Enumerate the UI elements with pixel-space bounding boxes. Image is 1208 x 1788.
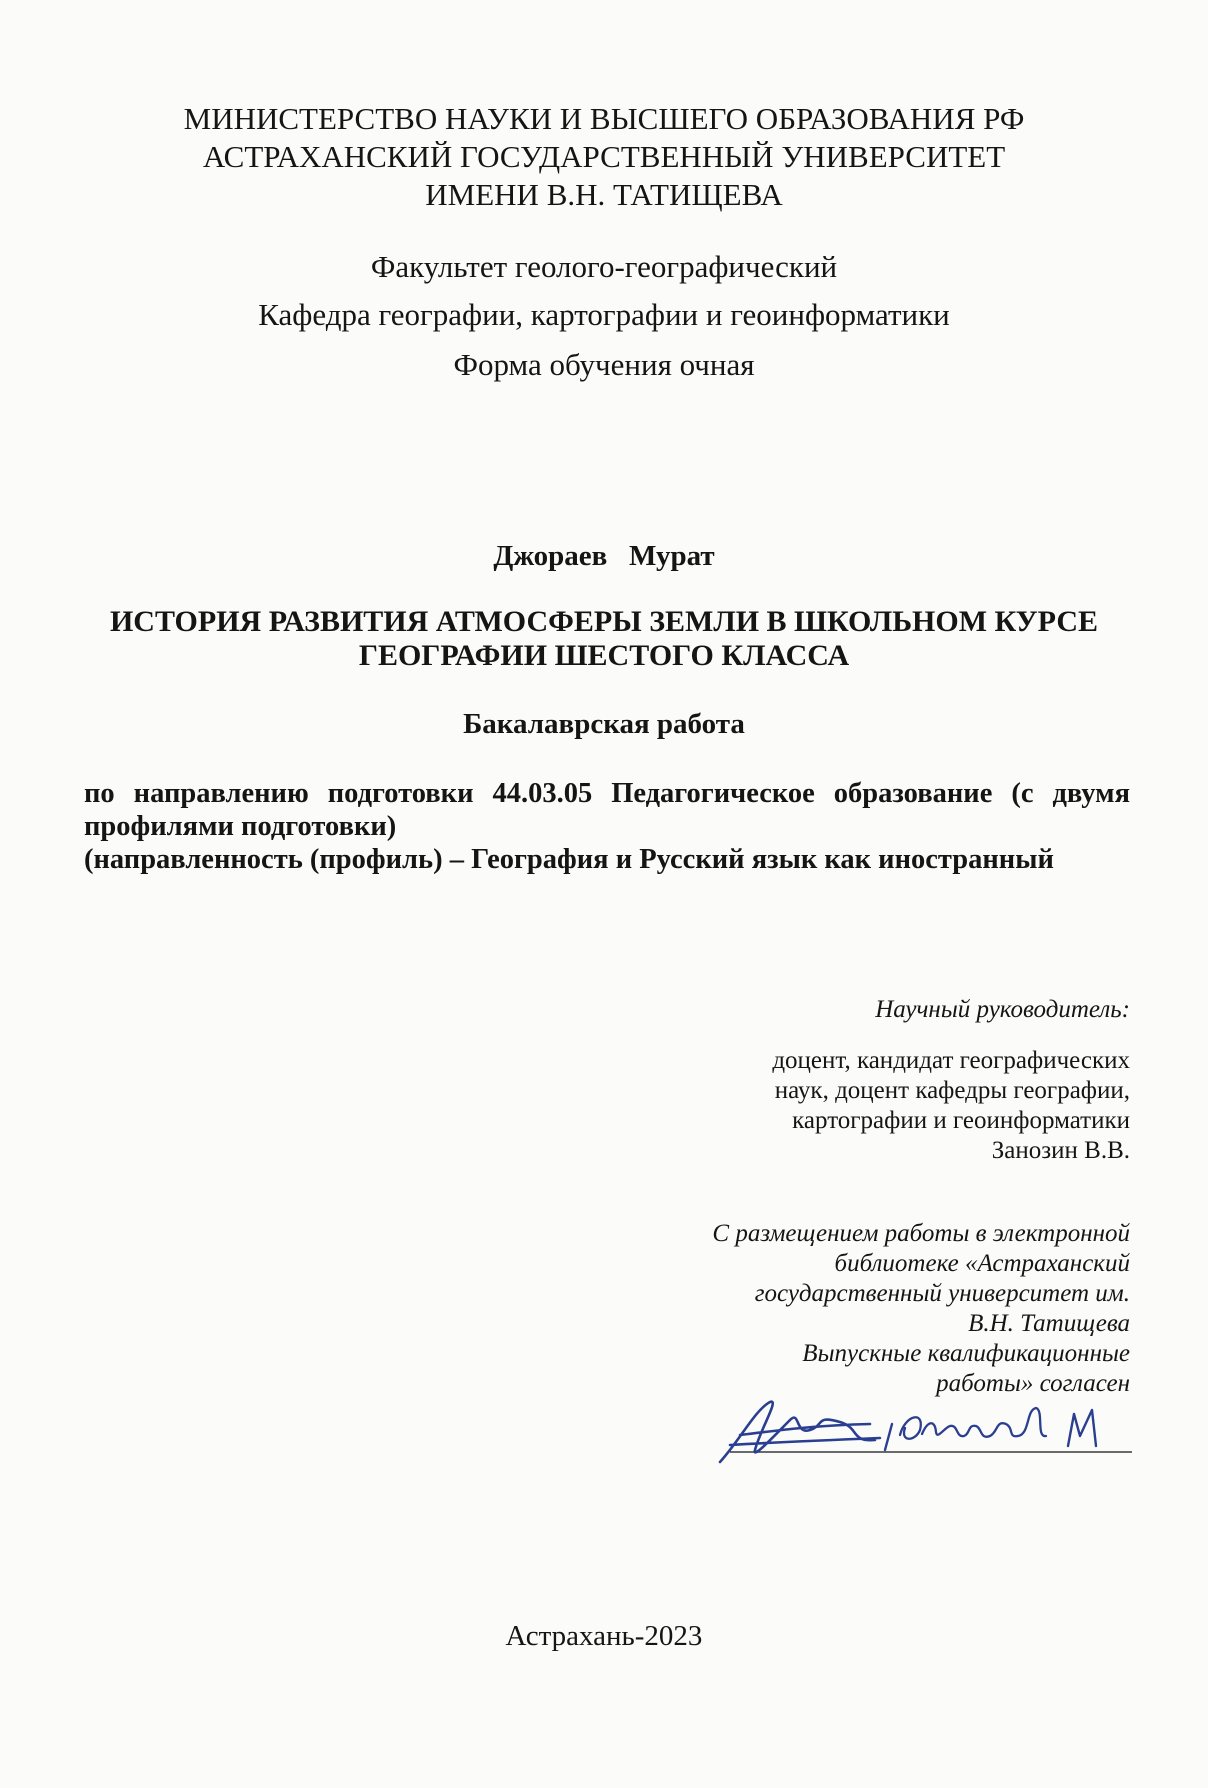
department: Кафедра географии, картографии и геоинформатики — [258, 297, 950, 332]
consent-line: Выпускные квалификационные — [802, 1340, 1130, 1367]
consent-line: С размещением работы в электронной — [712, 1220, 1130, 1247]
ministry-line: МИНИСТЕРСТВО НАУКИ И ВЫСШЕГО ОБРАЗОВАНИЯ РФ — [183, 101, 1025, 136]
supervisor-line: доцент, кандидат географических — [772, 1047, 1130, 1074]
university-name-line: ИМЕНИ В.Н. ТАТИЩЕВА — [425, 177, 783, 212]
study-direction — [84, 777, 1130, 876]
consent-line: государственный университет им. — [754, 1280, 1130, 1307]
thesis-title — [0, 605, 1208, 673]
supervisor-name: Занозин В.В. — [991, 1137, 1130, 1164]
thesis-title-line: ГЕОГРАФИИ ШЕСТОГО КЛАССА — [358, 639, 850, 672]
signature-stroke — [1068, 1410, 1096, 1446]
direction-line: профилями подготовки) — [84, 811, 397, 842]
university-line: АСТРАХАНСКИЙ ГОСУДАРСТВЕННЫЙ УНИВЕРСИТЕТ — [202, 139, 1006, 174]
work-type: Бакалаврская работа — [463, 708, 745, 740]
direction-line: (направленность (профиль) – География и Русский язык как иностранный — [84, 844, 1054, 875]
consent-line: библиотеке «Астраханский — [834, 1250, 1130, 1277]
library-consent — [712, 1219, 1130, 1399]
handwritten-signature — [700, 1380, 1140, 1470]
signature-stroke — [885, 1424, 892, 1450]
faculty: Факультет геолого-географический — [370, 249, 838, 284]
signature-stroke — [900, 1408, 1046, 1439]
study-form: Форма обучения очная — [453, 347, 755, 382]
consent-line: В.Н. Татищева — [968, 1310, 1130, 1337]
city-year: Астрахань-2023 — [505, 1620, 703, 1652]
supervisor-label: Научный руководитель: — [875, 996, 1130, 1023]
supervisor-line: картографии и геоинформатики — [792, 1107, 1130, 1134]
consent-line: работы» согласен — [936, 1370, 1130, 1397]
thesis-title-line: ИСТОРИЯ РАЗВИТИЯ АТМОСФЕРЫ ЗЕМЛИ В ШКОЛЬНОМ КУРСЕ — [109, 605, 1099, 638]
supervisor-line: наук, доцент кафедры географии, — [774, 1077, 1130, 1104]
author-name: Джораев Мурат — [493, 540, 715, 572]
signature-stroke — [720, 1402, 880, 1462]
ministry-header — [0, 100, 1208, 214]
supervisor-details — [772, 1046, 1130, 1166]
direction-line: по направлению подготовки 44.03.05 Педагогическое образование (с двумя — [84, 778, 1130, 809]
